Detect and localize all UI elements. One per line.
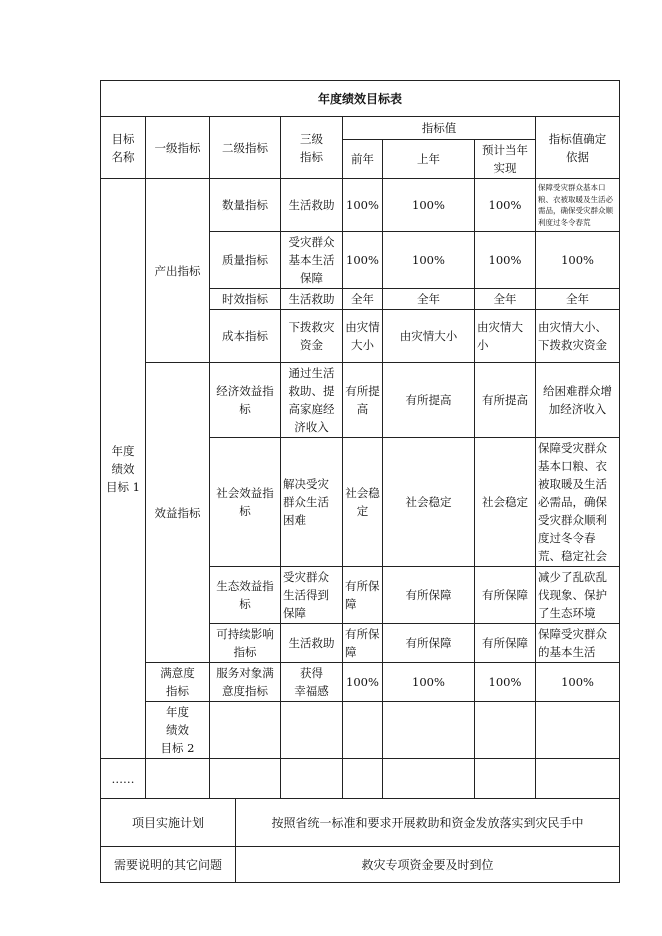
empty-cell	[343, 759, 383, 799]
prev-cell: 有所保障	[343, 567, 383, 624]
prev-cell: 100%	[343, 232, 383, 289]
last-cell: 100%	[383, 179, 475, 232]
header-level2: 二级指标	[210, 117, 281, 179]
l2-cell: 服务对象满意度指标	[210, 663, 281, 702]
expected-cell: 有所提高	[475, 363, 536, 438]
empty-cell	[210, 759, 281, 799]
last-cell: 全年	[383, 289, 475, 310]
output-indicator-label: 产出指标	[146, 179, 210, 363]
performance-target-table	[100, 80, 620, 799]
basis-cell: 保障受灾群众的基本生活	[536, 624, 620, 663]
l3-cell: 获得 幸福感	[281, 663, 343, 702]
l3-cell: 下拨救灾资金	[281, 310, 343, 363]
table-title: 年度绩效目标表	[101, 81, 620, 117]
last-cell: 有所保障	[383, 624, 475, 663]
satisfaction-indicator-label: 满意度 指标	[146, 663, 210, 702]
empty-cell	[536, 702, 620, 759]
empty-cell	[536, 759, 620, 799]
expected-cell: 社会稳定	[475, 438, 536, 567]
other-issues-value: 救灾专项资金要及时到位	[236, 847, 620, 883]
last-cell: 有所提高	[383, 363, 475, 438]
prev-cell: 有所保障	[343, 624, 383, 663]
l2-cell: 可持续影响指标	[210, 624, 281, 663]
basis-cell: 减少了乱砍乱伐现象、保护了生态环境	[536, 567, 620, 624]
basis-cell: 全年	[536, 289, 620, 310]
header-level3: 三级 指标	[281, 117, 343, 179]
l3-cell: 生活救助	[281, 624, 343, 663]
l3-cell: 生活救助	[281, 179, 343, 232]
header-last-year: 上年	[383, 140, 475, 179]
target2-name: 年度 绩效 目标 2	[146, 702, 210, 759]
prev-cell: 100%	[343, 179, 383, 232]
prev-cell: 由灾情大小	[343, 310, 383, 363]
l3-cell: 通过生活救助、提高家庭经济收入	[281, 363, 343, 438]
l2-cell: 质量指标	[210, 232, 281, 289]
l2-cell: 成本指标	[210, 310, 281, 363]
empty-cell	[343, 702, 383, 759]
performance-target-sheet	[100, 80, 619, 872]
ellipsis-cell: ……	[101, 759, 146, 799]
l2-cell: 生态效益指标	[210, 567, 281, 624]
expected-cell: 100%	[475, 179, 536, 232]
last-cell: 有所保障	[383, 567, 475, 624]
last-cell: 100%	[383, 663, 475, 702]
empty-cell	[210, 702, 281, 759]
l2-cell: 时效指标	[210, 289, 281, 310]
benefit-indicator-label: 效益指标	[146, 363, 210, 663]
l3-cell: 解决受灾群众生活困难	[281, 438, 343, 567]
empty-cell	[383, 702, 475, 759]
expected-cell: 有所保障	[475, 567, 536, 624]
empty-cell	[475, 759, 536, 799]
l3-cell: 受灾群众基本生活保障	[281, 232, 343, 289]
header-prev-year: 前年	[343, 140, 383, 179]
basis-cell: 由灾情大小、下拨救灾资金	[536, 310, 620, 363]
expected-cell: 100%	[475, 232, 536, 289]
header-target-name: 目标 名称	[101, 117, 146, 179]
plan-table	[100, 798, 620, 883]
prev-cell: 100%	[343, 663, 383, 702]
l2-cell: 经济效益指标	[210, 363, 281, 438]
plan-value: 按照省统一标准和要求开展救助和资金发放落实到灾民手中	[236, 799, 620, 847]
basis-cell: 100%	[536, 232, 620, 289]
basis-cell: 保障受灾群众基本口粮、衣被取暖及生活必需品，确保受灾群众顺利度过冬令春荒	[536, 179, 620, 232]
empty-cell	[383, 759, 475, 799]
last-cell: 100%	[383, 232, 475, 289]
l3-cell: 生活救助	[281, 289, 343, 310]
header-basis: 指标值确定 依据	[536, 117, 620, 179]
header-level1: 一级指标	[146, 117, 210, 179]
basis-cell: 给困难群众增加经济收入	[536, 363, 620, 438]
prev-cell: 社会稳定	[343, 438, 383, 567]
expected-cell: 100%	[475, 663, 536, 702]
prev-cell: 有所提高	[343, 363, 383, 438]
basis-cell: 100%	[536, 663, 620, 702]
prev-cell: 全年	[343, 289, 383, 310]
header-indicator-value: 指标值	[343, 117, 536, 140]
empty-cell	[281, 759, 343, 799]
l2-cell: 数量指标	[210, 179, 281, 232]
other-issues-label: 需要说明的其它问题	[101, 847, 236, 883]
l2-cell: 社会效益指标	[210, 438, 281, 567]
empty-cell	[281, 702, 343, 759]
empty-cell	[475, 702, 536, 759]
last-cell: 社会稳定	[383, 438, 475, 567]
empty-cell	[146, 759, 210, 799]
last-cell: 由灾情大小	[383, 310, 475, 363]
expected-cell: 由灾情大小	[475, 310, 536, 363]
l3-cell: 受灾群众生活得到保障	[281, 567, 343, 624]
target1-name: 年度 绩效 目标 1	[101, 179, 146, 759]
expected-cell: 有所保障	[475, 624, 536, 663]
expected-cell: 全年	[475, 289, 536, 310]
basis-cell: 保障受灾群众基本口粮、衣被取暖及生活必需品，确保受灾群众顺利度过冬令春荒、稳定社会	[536, 438, 620, 567]
header-expected: 预计当年 实现	[475, 140, 536, 179]
plan-label: 项目实施计划	[101, 799, 236, 847]
